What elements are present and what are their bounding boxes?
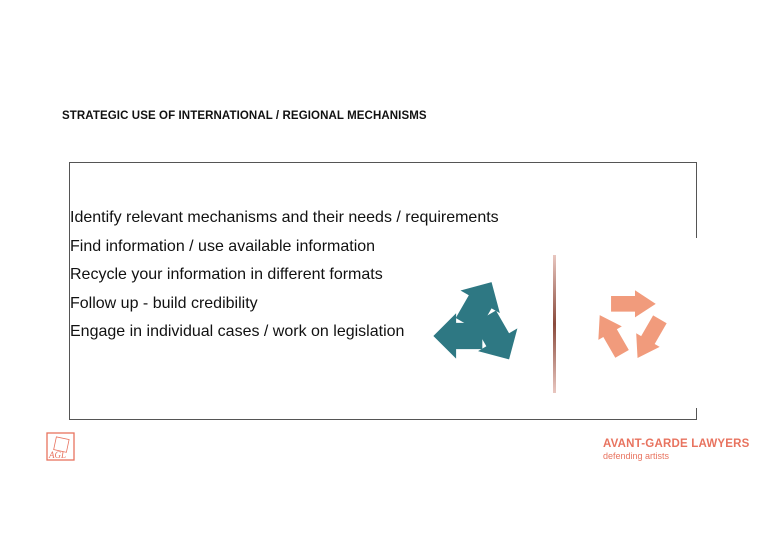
vertical-divider <box>553 255 556 393</box>
brand-name: AVANT-GARDE LAWYERS <box>603 438 750 450</box>
logo-letters: AGL <box>49 450 67 460</box>
recycle-icon <box>432 274 524 374</box>
slide-title: STRATEGIC USE OF INTERNATIONAL / REGIONAL MECHANISMS <box>62 110 427 122</box>
bullet-item: Find information / use available information <box>70 237 376 255</box>
bullet-item: Engage in individual cases / work on legislation <box>70 323 405 340</box>
bullet-item: Recycle your information in different formats <box>70 266 383 283</box>
brand-tagline: defending artists <box>603 451 670 461</box>
bullet-item: Follow up - build credibility <box>70 294 258 312</box>
agl-logo <box>46 432 76 462</box>
bullet-item: Identify relevant mechanisms and their needs / requirements <box>70 209 499 226</box>
brand-block <box>603 438 750 462</box>
frame-gap <box>692 238 702 408</box>
recycle-icon <box>587 282 675 366</box>
